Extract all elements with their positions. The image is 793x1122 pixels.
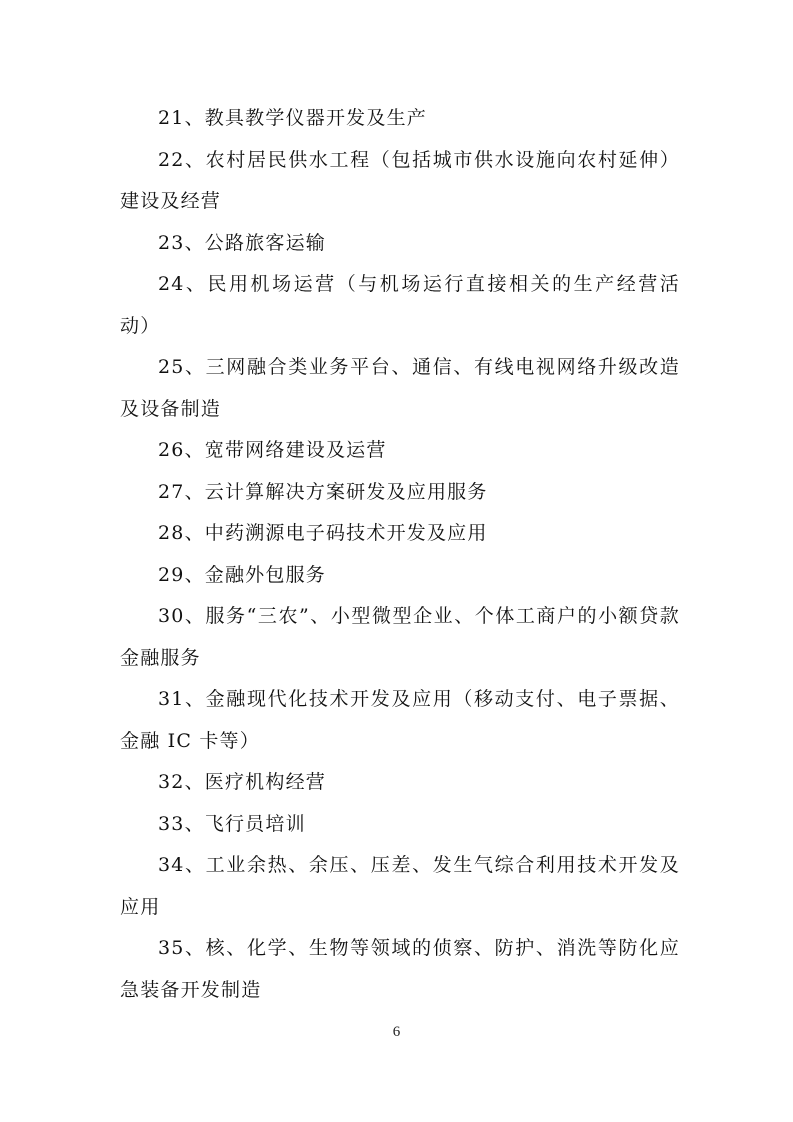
list-item-31: 31、金融现代化技术开发及应用（移动支付、电子票据、金融 IC 卡等）: [120, 688, 680, 752]
list-item-32: 32、医疗机构经营: [158, 771, 326, 793]
list-item-26: 26、宽带网络建设及运营: [158, 439, 387, 461]
list-item-24: 24、民用机场运营（与机场运行直接相关的生产经营活动）: [120, 273, 680, 337]
list-item-21: 21、教具教学仪器开发及生产: [158, 107, 427, 129]
list-item-28: 28、中药溯源电子码技术开发及应用: [158, 522, 488, 544]
document-body: [120, 98, 680, 1011]
list-item-22: 22、农村居民供水工程（包括城市供水设施向农村延伸）建设及经营: [120, 148, 680, 212]
list-item-34: 34、工业余热、余压、压差、发生气综合利用技术开发及应用: [120, 854, 680, 918]
list-item-30: 30、服务“三农”、小型微型企业、个体工商户的小额贷款金融服务: [120, 605, 680, 669]
list-item-27: 27、云计算解决方案研发及应用服务: [158, 480, 488, 503]
list-item-25: 25、三网融合类业务平台、通信、有线电视网络升级改造及设备制造: [120, 356, 680, 420]
list-item-29: 29、金融外包服务: [158, 563, 326, 586]
list-item-33: 33、飞行员培训: [158, 812, 306, 835]
list-item-35: 35、核、化学、生物等领域的侦察、防护、消洗等防化应急装备开发制造: [120, 937, 680, 1001]
page-number: 6: [392, 1024, 401, 1040]
list-item-23: 23、公路旅客运输: [158, 231, 326, 254]
